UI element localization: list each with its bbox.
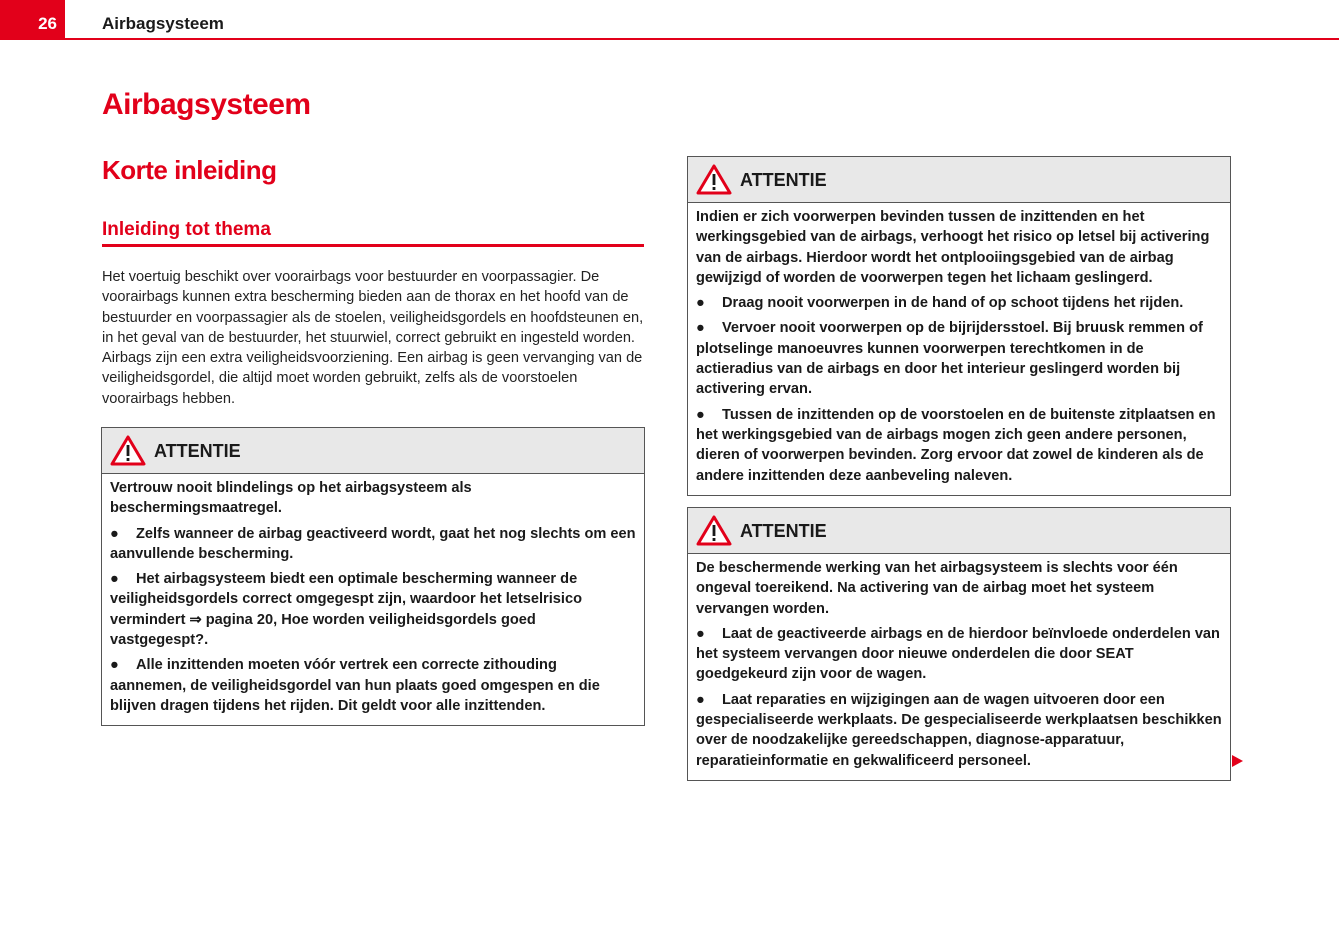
warning-lead: De beschermende werking van het airbagsysteem is slechts voor één ongeval toereikend. Na activering van de airbag moet het systeem vervangen worden. xyxy=(696,560,1178,617)
page-header xyxy=(0,0,1339,42)
warning-box xyxy=(687,156,1231,496)
warning-lead: Vertrouw nooit blindelings op het airbagsysteem als beschermingsmaatregel. xyxy=(110,480,472,517)
warning-body xyxy=(688,554,1230,780)
intro-paragraph: Het voertuig beschikt over voorairbags voor bestuurder en voorpassagier. De voorairbags kunnen extra bescherming bieden aan de thorax en het hoofd van de bestuurder en voorpassagier als de stoelen, veiligheidsgordels en hoofdsteunen en, in het geval van de bestuurder, het stuurwiel, correct gebruikt en ingesteld worden. Airbags zijn een extra veiligheidsvoorziening. Een airbag is geen vervanging van de veiligheidsgordel, die altijd moet worden gebruikt, zelfs als de voorstoelen voorairbags hebben. xyxy=(102,269,644,407)
warning-body xyxy=(102,474,644,725)
header-rule xyxy=(65,38,1339,40)
subsection-title: Inleiding tot thema xyxy=(102,219,271,240)
warning-bullet: ● Draag nooit voorwerpen in de hand of op schoot tijdens het rijden. xyxy=(696,293,1222,313)
chapter-title: Airbagsysteem xyxy=(102,88,311,121)
running-header-title: Airbagsysteem xyxy=(102,14,224,33)
warning-bullet: ● Het airbagsysteem biedt een optimale bescherming wanneer de veiligheidsgordels correct omgegespt zijn, waardoor het letselrisico vermindert ⇒ pagina 20, Hoe worden veiligheidsgordels goed vastgegespt?. xyxy=(110,571,582,649)
bullet-icon: ● xyxy=(696,320,705,337)
section-title: Korte inleiding xyxy=(102,155,277,185)
bullet-icon: ● xyxy=(110,525,119,542)
warning-title: ATTENTIE xyxy=(740,170,827,190)
warning-triangle-icon xyxy=(110,435,146,466)
bullet-icon: ● xyxy=(696,295,705,312)
warning-bullet: ● Tussen de inzittenden op de voorstoelen en de buitenste zitplaatsen en het werkingsgebied van de airbags mogen zich geen andere personen, dieren of voorwerpen bevinden. Zorg ervoor dat zowel de kinderen als de andere inzittenden deze aanbeveling naleven. xyxy=(696,406,1216,484)
warning-title: ATTENTIE xyxy=(740,521,827,541)
bullet-icon: ● xyxy=(110,657,119,674)
warning-bullet: ● Vervoer nooit voorwerpen op de bijrijdersstoel. Bij bruusk remmen of plotselinge manoeuvres kunnen voorwerpen terechtkomen in de actieradius van de airbags en door het interieur geslingerd worden bij activering ervan. xyxy=(696,320,1203,398)
bullet-icon: ● xyxy=(696,691,705,708)
next-page-arrow-icon[interactable] xyxy=(1232,755,1243,767)
page-number: 26 xyxy=(38,14,57,33)
warning-body xyxy=(688,203,1230,495)
warning-header xyxy=(688,157,1230,203)
warning-title: ATTENTIE xyxy=(154,441,241,461)
warning-bullet: ● Laat de geactiveerde airbags en de hierdoor beïnvloede onderdelen van het systeem vervangen door nieuwe onderdelen die door SEAT goedgekeurd zijn voor de wagen. xyxy=(696,625,1220,683)
page-number-box xyxy=(0,0,65,40)
warning-header xyxy=(688,508,1230,554)
warning-triangle-icon xyxy=(696,515,732,546)
warning-lead: Indien er zich voorwerpen bevinden tussen de inzittenden en het werkingsgebied van de airbags, verhoogt het risico op letsel bij activering van de airbags. Hierdoor wordt het ontplooiingsgebied van de airbag gewijzigd of worden de voorwerpen tegen het lichaam geslingerd. xyxy=(696,209,1210,286)
bullet-icon: ● xyxy=(696,406,705,423)
warning-box xyxy=(101,427,645,726)
bullet-icon: ● xyxy=(110,571,119,588)
bullet-icon: ● xyxy=(696,625,705,642)
warning-bullet: ● Zelfs wanneer de airbag geactiveerd wordt, gaat het nog slechts om een aanvullende bescherming. xyxy=(110,525,636,562)
warning-triangle-icon xyxy=(696,164,732,195)
subsection-rule xyxy=(102,244,644,247)
warning-bullet: ● Alle inzittenden moeten vóór vertrek een correcte zithouding aannemen, de veiligheidsgordel van hun plaats goed omgespen en die blijven dragen tijdens het rijden. Dit geldt voor alle inzittenden. xyxy=(110,657,600,714)
warning-header xyxy=(102,428,644,474)
warning-box xyxy=(687,507,1231,781)
warning-bullet: ● Laat reparaties en wijzigingen aan de wagen uitvoeren door een gespecialiseerde werkplaats. De gespecialiseerde werkplaatsen beschikken over de noodzakelijke gereedschappen, diagnose-apparatuur, reparatieinformatie en gekwalificeerd personeel. xyxy=(696,691,1222,769)
